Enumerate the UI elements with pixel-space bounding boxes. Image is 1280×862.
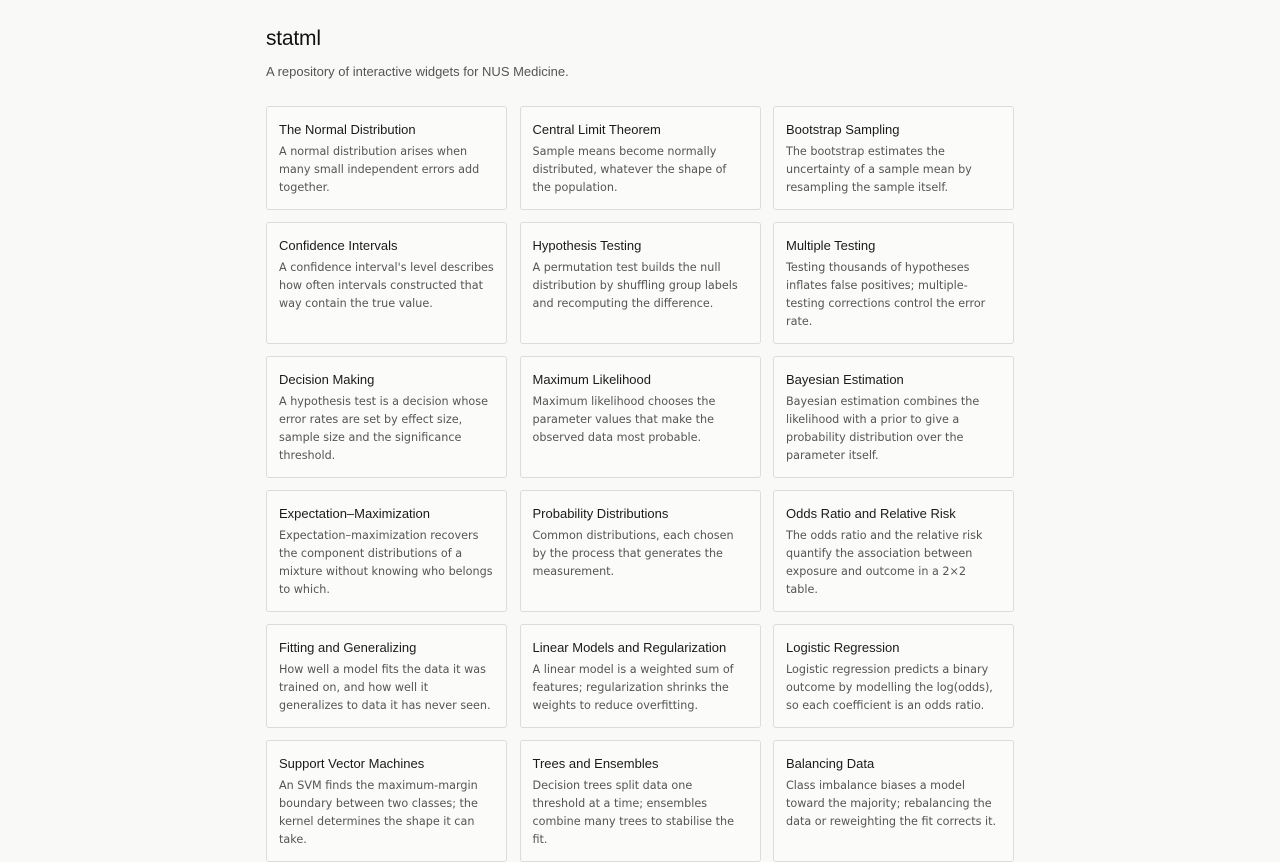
widget-card-title: The Normal Distribution — [279, 122, 416, 137]
widget-card-title: Fitting and Generalizing — [279, 640, 417, 655]
widget-card-description: Logistic regression predicts a binary outcome by modelling the log(odds), so each coefficient is an odds ratio. — [786, 663, 993, 712]
widget-card[interactable] — [773, 106, 1014, 210]
widget-card-description: Sample means become normally distributed, whatever the shape of the population. — [532, 145, 727, 194]
widget-card[interactable] — [520, 222, 761, 344]
widget-card-description: Testing thousands of hypotheses inflates false positives; multiple-testing corrections control the error rate. — [786, 261, 986, 328]
widget-card[interactable] — [520, 106, 761, 210]
widget-card-title: Maximum Likelihood — [532, 372, 651, 387]
widget-card-description: Common distributions, each chosen by the process that generates the measurement. — [532, 529, 734, 578]
widget-card[interactable] — [773, 740, 1014, 862]
widget-card-description: Decision trees split data one threshold at a time; ensembles combine many trees to stabilise the fit. — [532, 779, 734, 846]
widget-card-title: Decision Making — [279, 372, 375, 387]
widget-card-title: Hypothesis Testing — [532, 238, 642, 253]
widget-card-title: Logistic Regression — [786, 640, 900, 655]
widget-card[interactable] — [773, 624, 1014, 728]
widget-card[interactable] — [520, 490, 761, 612]
widget-card[interactable] — [266, 740, 507, 862]
widget-grid — [266, 106, 1014, 862]
widget-card-title: Central Limit Theorem — [532, 122, 661, 137]
widget-card-title: Multiple Testing — [786, 238, 876, 253]
site-tagline: A repository of interactive widgets for NUS Medicine. — [266, 64, 569, 79]
widget-card-title: Confidence Intervals — [279, 238, 398, 253]
widget-card-description: Bayesian estimation combines the likelihood with a prior to give a probability distribution over the parameter itself. — [786, 395, 980, 462]
widget-card-description: The bootstrap estimates the uncertainty of a sample mean by resampling the sample itself. — [786, 145, 972, 194]
widget-card[interactable] — [773, 490, 1014, 612]
widget-card-description: A hypothesis test is a decision whose error rates are set by effect size, sample size and the significance threshold. — [279, 395, 488, 462]
widget-card[interactable] — [520, 740, 761, 862]
widget-card-description: The odds ratio and the relative risk quantify the association between exposure and outcome in a 2×2 table. — [786, 529, 983, 596]
widget-card-title: Probability Distributions — [532, 506, 669, 521]
widget-card-description: Class imbalance biases a model toward the majority; rebalancing the data or reweighting the fit corrects it. — [786, 779, 997, 828]
widget-card[interactable] — [266, 490, 507, 612]
widget-card-description: A linear model is a weighted sum of features; regularization shrinks the weights to reduce overfitting. — [532, 663, 734, 712]
widget-card-title: Odds Ratio and Relative Risk — [786, 506, 956, 521]
widget-card[interactable] — [773, 222, 1014, 344]
widget-card-title: Support Vector Machines — [279, 756, 425, 771]
widget-card-title: Bootstrap Sampling — [786, 122, 900, 137]
widget-card[interactable] — [773, 356, 1014, 478]
widget-card[interactable] — [266, 106, 507, 210]
widget-card-title: Expectation–Maximization — [279, 506, 431, 521]
widget-card-description: Maximum likelihood chooses the parameter values that make the observed data most probable. — [532, 395, 716, 444]
widget-card[interactable] — [520, 356, 761, 478]
widget-card-description: Expectation–maximization recovers the component distributions of a mixture without knowing who belongs to which. — [279, 529, 493, 596]
widget-card-title: Balancing Data — [786, 756, 875, 771]
widget-card-description: A permutation test builds the null distribution by shuffling group labels and recomputing the difference. — [532, 261, 738, 310]
widget-card-description: A normal distribution arises when many small independent errors add together. — [279, 145, 480, 194]
widget-card[interactable] — [266, 624, 507, 728]
widget-card-description: An SVM finds the maximum-margin boundary between two classes; the kernel determines the shape it can take. — [279, 779, 478, 846]
widget-card-title: Trees and Ensembles — [532, 756, 659, 771]
widget-card[interactable] — [266, 222, 507, 344]
widget-card-title: Linear Models and Regularization — [532, 640, 727, 655]
widget-card[interactable] — [266, 356, 507, 478]
widget-card-title: Bayesian Estimation — [786, 372, 904, 387]
widget-card[interactable] — [520, 624, 761, 728]
widget-card-description: How well a model fits the data it was trained on, and how well it generalizes to data it has never seen. — [279, 663, 491, 712]
widget-card-description: A confidence interval's level describes how often intervals constructed that way contain the true value. — [279, 261, 494, 310]
site-title: statml — [266, 27, 321, 50]
